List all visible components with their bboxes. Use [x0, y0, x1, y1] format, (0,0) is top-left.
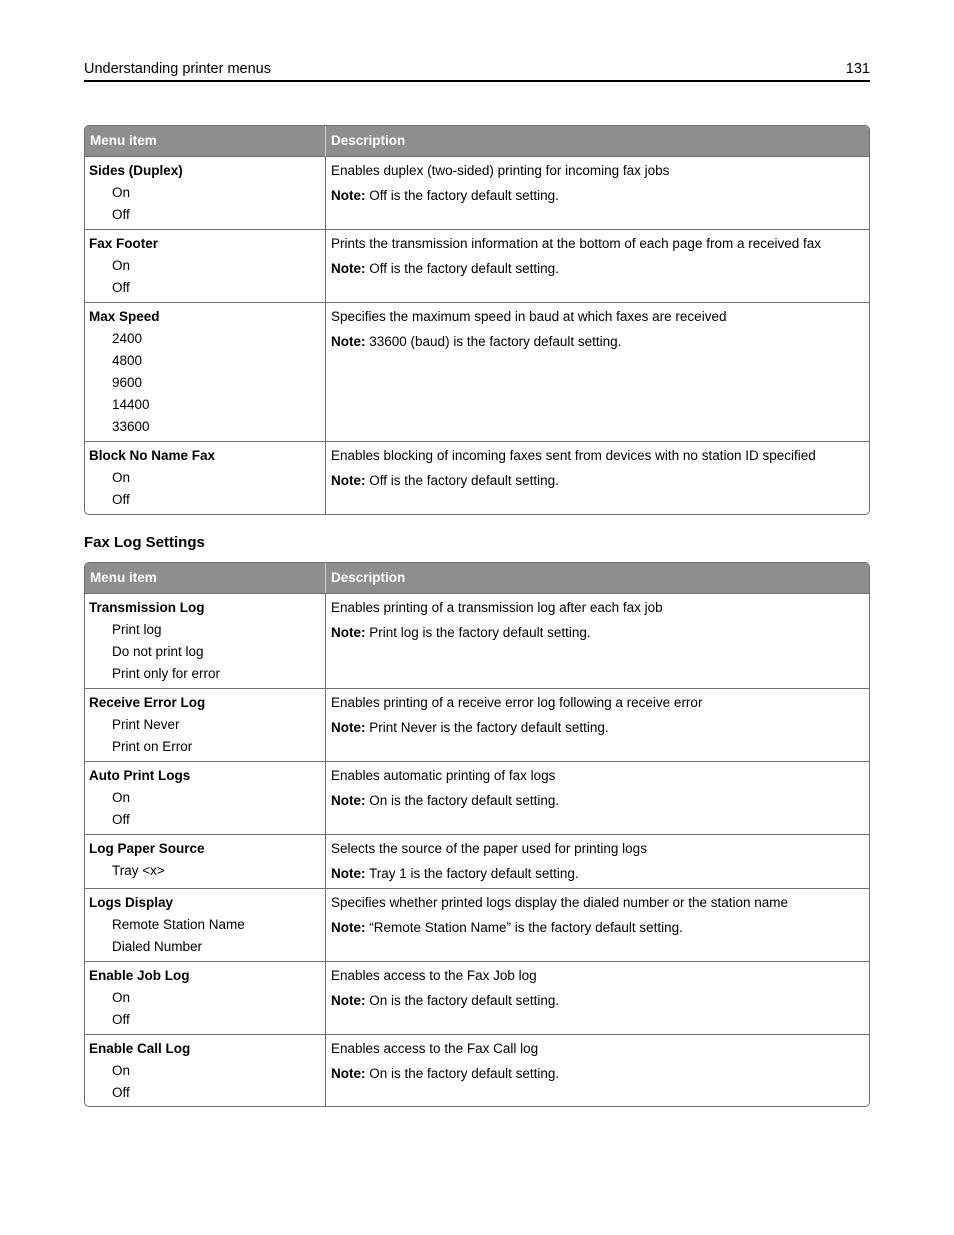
description-text: Enables duplex (two-sided) printing for incoming fax jobs: [331, 163, 670, 178]
description-text: Enables access to the Fax Call log: [331, 1041, 539, 1056]
menu-item-name: Sides (Duplex): [89, 163, 183, 178]
menu-item-option: 2400: [112, 331, 143, 346]
table-row: [85, 302, 869, 441]
note-text: Note: Print log is the factory default setting.: [331, 625, 591, 640]
menu-item-option: On: [112, 258, 131, 273]
menu-item-cell: [85, 962, 326, 1034]
menu-item-name: Log Paper Source: [89, 841, 205, 856]
menu-item-name: Receive Error Log: [89, 695, 206, 710]
note-text: Note: On is the factory default setting.: [331, 793, 560, 808]
note-text: Note: On is the factory default setting.: [331, 993, 560, 1008]
menu-item-option: Do not print log: [112, 644, 204, 659]
page-header: [84, 58, 870, 82]
description-text: Selects the source of the paper used for printing logs: [331, 841, 647, 856]
menu-item-option: Print log: [112, 622, 162, 637]
menu-item-name: Transmission Log: [89, 600, 205, 615]
table-row: [85, 441, 869, 514]
description-cell: [326, 1035, 869, 1106]
description-cell: [326, 962, 869, 1034]
menu-item-cell: [85, 230, 326, 302]
menu-item-option: On: [112, 1063, 131, 1078]
menu-item-option: On: [112, 990, 131, 1005]
table-row: [85, 688, 869, 761]
page-header-title: Understanding printer menus: [84, 61, 271, 77]
col-header-description: Description: [331, 133, 406, 148]
table-row: [85, 888, 869, 961]
note-text: Note: “Remote Station Name” is the factory default setting.: [331, 920, 683, 935]
menu-item-option: 4800: [112, 353, 143, 368]
description-cell: [326, 889, 869, 961]
note-text: Note: 33600 (baud) is the factory default setting.: [331, 334, 622, 349]
description-text: Enables access to the Fax Job log: [331, 968, 537, 983]
description-cell: [326, 689, 869, 761]
menu-item-name: Enable Job Log: [89, 968, 190, 983]
description-cell: [326, 762, 869, 834]
menu-item-option: Tray <x>: [112, 863, 165, 878]
menu-item-option: Off: [112, 812, 130, 827]
description-cell: [326, 594, 869, 688]
menu-item-option: On: [112, 470, 131, 485]
menu-item-option: Off: [112, 492, 130, 507]
table-row: [85, 593, 869, 688]
description-cell: [326, 442, 869, 514]
description-text: Specifies whether printed logs display the dialed number or the station name: [331, 895, 789, 910]
table-row: [85, 1034, 869, 1106]
description-cell: [326, 303, 869, 441]
menu-item-option: Print only for error: [112, 666, 221, 681]
table-row: [85, 961, 869, 1034]
description-text: Prints the transmission information at the bottom of each page from a received fax: [331, 236, 821, 251]
section-heading: Fax Log Settings: [84, 534, 205, 551]
menu-item-option: 33600: [112, 419, 150, 434]
menu-item-name: Auto Print Logs: [89, 768, 191, 783]
menu-item-option: 9600: [112, 375, 143, 390]
menu-item-name: Block No Name Fax: [89, 448, 216, 463]
table-header: [85, 563, 869, 593]
menu-item-cell: [85, 442, 326, 514]
menu-item-option: On: [112, 790, 131, 805]
description-text: Enables blocking of incoming faxes sent from devices with no station ID specified: [331, 448, 816, 463]
menu-item-cell: [85, 762, 326, 834]
page-number: 131: [845, 61, 870, 77]
fax-log-settings-table: [84, 562, 870, 1107]
menu-item-option: Remote Station Name: [112, 917, 245, 932]
menu-item-option: 14400: [112, 397, 150, 412]
description-cell: [326, 157, 869, 229]
description-text: Enables printing of a receive error log following a receive error: [331, 695, 703, 710]
description-cell: [326, 230, 869, 302]
note-text: Note: On is the factory default setting.: [331, 1066, 560, 1081]
col-header-menu-item: Menu item: [85, 563, 326, 593]
menu-item-name: Enable Call Log: [89, 1041, 191, 1056]
menu-item-name: Max Speed: [89, 309, 160, 324]
menu-item-cell: [85, 689, 326, 761]
fax-settings-table: [84, 125, 870, 515]
menu-item-cell: [85, 889, 326, 961]
menu-item-option: Print Never: [112, 717, 180, 732]
col-header-description: Description: [331, 570, 406, 585]
menu-item-cell: [85, 157, 326, 229]
menu-item-option: Off: [112, 207, 130, 222]
menu-item-cell: [85, 1035, 326, 1106]
table-row: [85, 156, 869, 229]
menu-item-cell: [85, 835, 326, 888]
description-text: Enables automatic printing of fax logs: [331, 768, 556, 783]
table-row: [85, 229, 869, 302]
menu-item-option: Off: [112, 1085, 130, 1100]
menu-item-option: Dialed Number: [112, 939, 203, 954]
menu-item-option: Print on Error: [112, 739, 193, 754]
table-row: [85, 834, 869, 888]
note-text: Note: Off is the factory default setting.: [331, 261, 559, 276]
menu-item-option: Off: [112, 280, 130, 295]
table-header: [85, 126, 869, 156]
note-text: Note: Off is the factory default setting.: [331, 188, 559, 203]
note-text: Note: Off is the factory default setting.: [331, 473, 559, 488]
table-row: [85, 761, 869, 834]
note-text: Note: Tray 1 is the factory default setting.: [331, 866, 579, 881]
description-cell: [326, 835, 869, 888]
description-text: Enables printing of a transmission log after each fax job: [331, 600, 663, 615]
menu-item-option: Off: [112, 1012, 130, 1027]
description-text: Specifies the maximum speed in baud at which faxes are received: [331, 309, 727, 324]
menu-item-cell: [85, 594, 326, 688]
menu-item-cell: [85, 303, 326, 441]
note-text: Note: Print Never is the factory default setting.: [331, 720, 609, 735]
menu-item-option: On: [112, 185, 131, 200]
menu-item-name: Logs Display: [89, 895, 174, 910]
col-header-menu-item: Menu item: [85, 126, 326, 156]
menu-item-name: Fax Footer: [89, 236, 159, 251]
